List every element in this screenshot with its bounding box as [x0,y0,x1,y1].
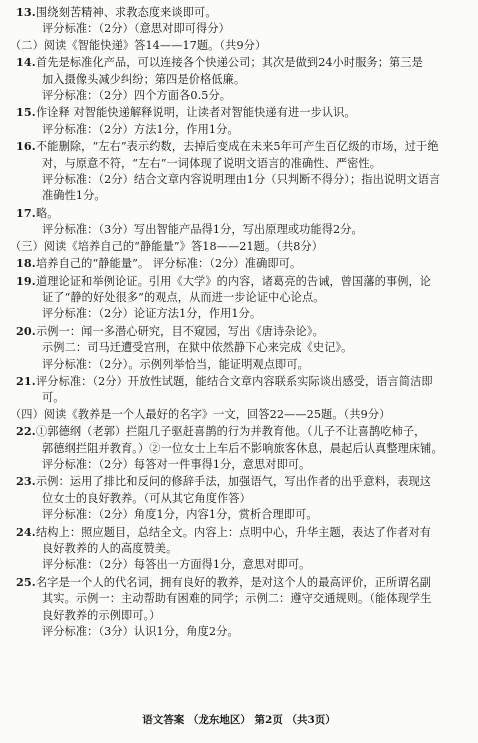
item-number: 20. [16,323,36,338]
line-text: 示例二：司马迁遭受宫刑，在狱中依然静下心来完成《史记》。 [42,341,353,355]
line-text: 评分标准：（2分）方法1分，作用1分。 [42,122,239,136]
answer-line [10,491,472,507]
answer-line [10,122,472,138]
line-text: 示例：运用了排比和反问的修辞手法，加强语气，写出作者的出乎意料，表现这 [36,475,432,489]
section-heading [10,38,472,54]
answer-line [10,507,472,523]
line-text: 证了“静的好处很多”的观点，从而进一步论证中心论点。 [42,290,325,304]
line-text: 其实。示例一：主动帮助有困难的同学；示例二：遵守交通规则。（能体现学生 [42,592,432,606]
line-text: 评分标准：（2分）。示例列举恰当，能证明观点即可。 [42,357,309,371]
answer-line [10,357,472,373]
item-number: 25. [16,574,36,589]
line-text: 加入摄像头减少纠纷；第四是价格低廉。 [42,72,246,86]
line-text: 位女士的良好教养。（可从其它角度作答） [42,491,251,505]
answer-line [10,222,472,238]
line-text: ①郭德纲（老郭）拦阻几子驱赶喜鹊的行为并教育他。（儿子不让喜鹊吃柿子， [36,425,426,439]
line-text: 略。 [36,206,59,220]
line-text: 评分标准：（3分）认识1分，角度2分。 [42,625,239,639]
answer-item [10,255,472,272]
answer-line [10,290,472,306]
answer-line [10,88,472,104]
line-text: （四）阅读《教养是一个人最好的名字》一文，回答22——25题。（共9分） [10,407,391,421]
line-text: （二）阅读《智能快递》答14——17题。（共9分） [10,38,267,52]
answer-item [10,473,472,490]
item-number: 16. [16,139,36,154]
line-text: 郭德纲拦阻并教育。）②一位女士上车后不影响旅客休息，晨起后认真整理床铺。 [42,441,443,455]
line-text: 作诠释 对智能快递解释说明，让读者对智能快递有进一步认识。 [36,106,356,120]
item-number: 23. [16,474,36,489]
line-text: （三）阅读《培养自己的“静能量”》答18——21题。（共8分） [10,239,324,253]
answer-line [10,457,472,473]
line-text: 良好教养的人的高度赞美。 [42,542,178,555]
answer-line [10,156,472,172]
answer-line [10,390,472,406]
line-text: 评分标准：（2分）论证方法1分，作用1分。 [42,307,262,321]
item-number: 17. [16,205,36,220]
answer-line [10,624,472,640]
line-text: 评分标准：（2分）开放性试题，能结合文章内容联系实际谈出感受，语言简洁即 [36,374,433,388]
answer-line [10,172,472,188]
line-text: 评分标准：（2分）结合文章内容说明理由1分（只判断不得分）；指出说明文语言 [42,173,441,187]
answer-line [10,72,472,88]
line-text: 评分标准：（2分）（意思对即可得分） [42,22,230,36]
page-footer: 语文答案 （龙东地区） 第2页 （共3页） [142,714,336,726]
line-text: 良好教养的示例即可。） [42,608,161,622]
line-text: 评分标准：（2分）四个方面各0.5分。 [42,89,232,103]
line-text: 不能删除，“左右”表示约数，去掉后变成在未来5年可产生百亿级的市场，过于绝 [36,140,439,154]
answer-item [10,205,472,222]
answer-item [10,54,472,71]
item-number: 22. [16,424,36,439]
line-text: 对，与原意不符，“左右”一词体现了说明文语言的准确性、严密性。 [42,156,381,170]
line-text: 结构上：照应题目，总结全文。内容上：点明中心，升华主题，表达了作者对有 [36,525,432,539]
line-text: 评分标准：（3分）写出智能产品得1分，写出原理或功能得2分。 [42,223,363,237]
item-number: 24. [16,524,36,539]
answer-item [10,273,472,290]
line-text: 首先是标准化产品，可以连接各个快递公司；其次是做到24小时服务；第三是 [36,56,423,70]
answer-item [10,323,472,340]
answer-line [10,557,472,573]
item-number: 14. [16,55,36,70]
line-text: 围绕刻苦精神、求教态度来谈即可。 [36,6,217,19]
answer-line [10,306,472,322]
answer-line [10,441,472,457]
line-text: 评分标准：（2分）每答出一方面得1分，意思对即可。 [42,558,311,572]
item-number: 19. [16,273,36,288]
answer-item [10,524,472,541]
line-text: 培养自己的“静能量”。 评分标准：（2分）准确即可。 [36,257,302,271]
line-text: 可。 [42,391,65,405]
answer-item [10,373,472,390]
answer-line [10,188,472,204]
line-text: 示例一：闻一多潜心研究，目不窥园，写出《唐诗杂论》。 [36,324,324,338]
line-text: 评分标准：（2分）每答对一件事得1分，意思对即可。 [42,457,311,471]
answer-line [10,21,472,37]
line-text: 评分标准：（2分）角度1分，内容1分，赏析合理即可。 [42,508,318,522]
line-text: 道理论证和举例论证。引用《大学》的内容，诸葛亮的告诫，曾国藩的事例，论 [36,274,432,288]
answer-item [10,138,472,155]
line-text: 准确性1分。 [42,189,106,203]
item-number: 15. [16,105,36,120]
answer-line [10,608,472,624]
answer-item [10,4,472,21]
item-number: 13. [16,5,36,19]
section-heading [10,407,472,423]
answer-line [10,541,472,557]
answer-line [10,340,472,356]
line-text: 名字是一个人的代名词，拥有良好的教养，是对这个人的最高评价，正所谓名副 [36,575,432,589]
answer-item [10,423,472,440]
answer-content [10,4,472,640]
item-number: 21. [16,373,36,388]
answer-line [10,591,472,607]
item-number: 18. [16,256,36,271]
section-heading [10,239,472,255]
answer-item [10,574,472,591]
answer-item [10,104,472,121]
